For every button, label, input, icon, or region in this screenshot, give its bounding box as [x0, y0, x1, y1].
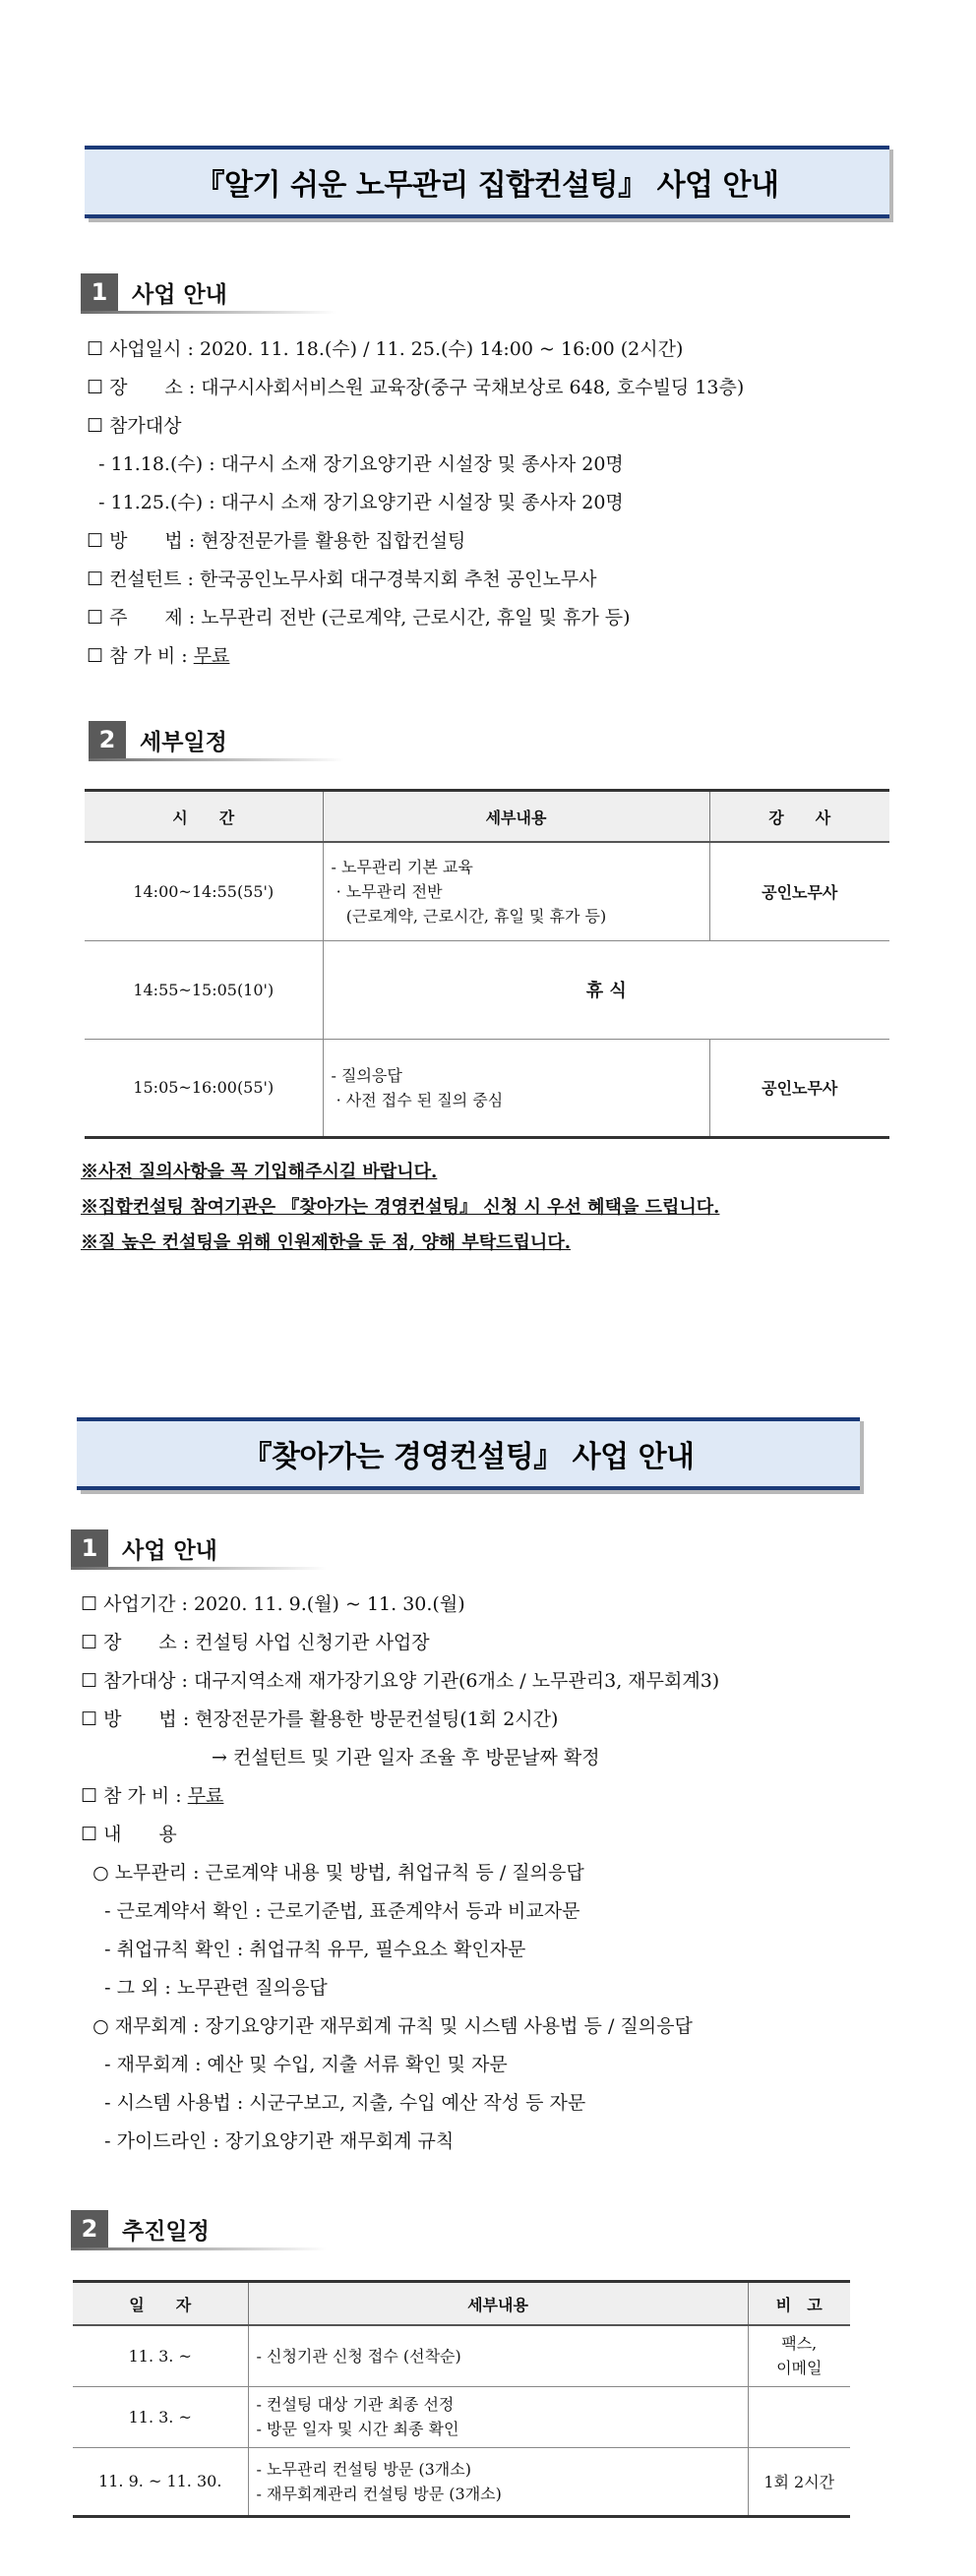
table-row — [85, 940, 889, 1039]
doc2-info-line: ☐ 장 소 : 컨설팅 사업 신청기관 사업장 — [81, 1632, 430, 1653]
section-number-badge: 2 — [71, 2210, 108, 2247]
content-line: - 재무회계관리 컨설팅 방문 (3개소) — [256, 2484, 502, 2503]
table-row — [85, 1039, 889, 1137]
doc2-schedule-table — [73, 2280, 850, 2518]
section-underline — [71, 2247, 327, 2250]
fee-value: 무료 — [187, 1785, 224, 1807]
lecturer-cell: 공인노무사 — [709, 1039, 889, 1137]
note-line: 이메일 — [776, 2359, 823, 2378]
doc2-info-line: ☐ 사업기간 : 2020. 11. 9.(월) ~ 11. 30.(월) — [81, 1593, 465, 1615]
column-header: 세부내용 — [248, 2282, 748, 2326]
section-title: 세부일정 — [140, 729, 227, 755]
doc2-section2-header — [71, 2209, 210, 2248]
doc2-info-line: ☐ 내 용 — [81, 1824, 177, 1845]
doc1-section1-header — [81, 272, 227, 312]
column-header: 시 간 — [85, 791, 323, 843]
time-cell: 15:05~16:00(55') — [85, 1039, 323, 1137]
doc1-title-banner — [85, 146, 889, 218]
doc2-info-line: - 재무회계 : 예산 및 수입, 지출 서류 확인 및 자문 — [81, 2054, 508, 2075]
content-cell — [323, 842, 709, 940]
content-line: - 신청기관 신청 접수 (선착순) — [256, 2346, 461, 2366]
doc2-info-line: - 취업규칙 확인 : 취업규칙 유무, 필수요소 확인자문 — [81, 1939, 526, 1960]
column-header: 세부내용 — [323, 791, 709, 843]
doc1-info-line: - 11.25.(수) : 대구시 소재 장기요양기관 시설장 및 종사자 20명 — [87, 492, 624, 513]
note-cell — [748, 2386, 850, 2447]
content-line: - 방문 일자 및 시간 최종 확인 — [256, 2420, 459, 2438]
content-cell — [248, 2447, 748, 2516]
table-row — [85, 842, 889, 940]
column-header: 비 고 — [748, 2282, 850, 2326]
section-underline — [89, 758, 344, 761]
table-row — [73, 2325, 850, 2386]
content-cell — [323, 1039, 709, 1137]
section-title: 사업 안내 — [122, 1537, 217, 1564]
doc1-info-line: ☐ 장 소 : 대구시사회서비스원 교육장(중구 국채보상로 648, 호수빌딩 13층) — [87, 377, 745, 398]
content-cell — [248, 2325, 748, 2386]
content-line: - 질의응답 — [331, 1065, 402, 1085]
table-row — [73, 2447, 850, 2516]
column-header: 일 자 — [73, 2282, 248, 2326]
section-title: 사업 안내 — [132, 281, 227, 308]
table-row — [73, 2386, 850, 2447]
doc1-info-line: ☐ 참가대상 — [87, 415, 182, 437]
lecturer-cell: 공인노무사 — [709, 842, 889, 940]
content-cell — [248, 2386, 748, 2447]
fee-label: ☐ 참 가 비 : — [81, 1785, 188, 1807]
fee-label: ☐ 참 가 비 : — [87, 645, 194, 667]
note-cell: 1회 2시간 — [748, 2447, 850, 2516]
doc1-note: ※사전 질의사항을 꼭 기입해주시길 바랍니다. — [81, 1162, 438, 1182]
doc2-info-line: - 가이드라인 : 장기요양기관 재무회계 규칙 — [81, 2130, 455, 2152]
doc2-section1-header — [71, 1528, 217, 1568]
doc2-info-line: ○ 재무회계 : 장기요양기관 재무회계 규칙 및 시스템 사용법 등 / 질의응답 — [81, 2015, 693, 2037]
doc2-info-line: ☐ 참가대상 : 대구지역소재 재가장기요양 기관(6개소 / 노무관리3, 재무회계3) — [81, 1670, 720, 1692]
doc1-note: ※질 높은 컨설팅을 위해 인원제한을 둔 점, 양해 부탁드립니다. — [81, 1232, 571, 1253]
doc1-info-line: ☐ 주 제 : 노무관리 전반 (근로계약, 근로시간, 휴일 및 휴가 등) — [87, 607, 631, 629]
table-header-row — [73, 2282, 850, 2326]
doc1-section2-header — [89, 720, 227, 759]
content-line: - 노무관리 기본 교육 — [331, 857, 473, 876]
doc2-fee-line — [81, 1781, 223, 1808]
date-cell: 11. 9. ~ 11. 30. — [73, 2447, 248, 2516]
time-cell: 14:55~15:05(10') — [85, 940, 323, 1039]
doc1-title: 『알기 쉬운 노무관리 집합컨설팅』 사업 안내 — [195, 168, 779, 203]
doc1-fee-line — [87, 641, 229, 668]
doc1-note: ※집합컨설팅 참여기관은 『찾아가는 경영컨설팅』 신청 시 우선 혜택을 드립니다. — [81, 1197, 720, 1218]
doc1-info-line: ☐ 컨설턴트 : 한국공인노무사회 대구경북지회 추천 공인노무사 — [87, 569, 597, 590]
section-title: 추진일정 — [122, 2218, 210, 2245]
fee-value: 무료 — [193, 645, 230, 667]
section-number-badge: 1 — [81, 273, 118, 311]
doc1-schedule-table — [85, 789, 889, 1139]
doc1-info-line: ☐ 사업일시 : 2020. 11. 18.(수) / 11. 25.(수) 14:00 ~ 16:00 (2시간) — [87, 338, 684, 360]
column-header: 강 사 — [709, 791, 889, 843]
table-header-row — [85, 791, 889, 843]
doc2-title-banner — [77, 1417, 860, 1490]
time-cell: 14:00~14:55(55') — [85, 842, 323, 940]
note-line: 팩스, — [781, 2334, 818, 2354]
doc2-title: 『찾아가는 경영컨설팅』 사업 안내 — [242, 1440, 695, 1474]
section-number-badge: 2 — [89, 721, 126, 758]
content-line: · 노무관리 전반 — [331, 881, 443, 901]
doc1-info-line: ☐ 방 법 : 현장전문가를 활용한 집합컨설팅 — [87, 530, 466, 552]
date-cell: 11. 3. ~ — [73, 2386, 248, 2447]
content-line: - 노무관리 컨설팅 방문 (3개소) — [256, 2459, 471, 2479]
note-cell — [748, 2325, 850, 2386]
doc2-info-line: ○ 노무관리 : 근로계약 내용 및 방법, 취업규칙 등 / 질의응답 — [81, 1862, 584, 1884]
section-number-badge: 1 — [71, 1529, 108, 1567]
break-cell: 휴 식 — [323, 940, 889, 1039]
doc2-info-line: → 컨설턴트 및 기관 일자 조율 후 방문날짜 확정 — [81, 1747, 600, 1768]
doc2-info-line: - 근로계약서 확인 : 근로기준법, 표준계약서 등과 비교자문 — [81, 1900, 580, 1922]
doc2-info-line: - 그 외 : 노무관련 질의응답 — [81, 1977, 328, 1999]
content-line: · 사전 접수 된 질의 중심 — [331, 1090, 504, 1109]
section-underline — [81, 311, 336, 314]
content-line: (근로계약, 근로시간, 휴일 및 휴가 등) — [331, 906, 607, 926]
content-line: - 컨설팅 대상 기관 최종 선정 — [256, 2395, 455, 2414]
doc1-info-line: - 11.18.(수) : 대구시 소재 장기요양기관 시설장 및 종사자 20명 — [87, 453, 624, 475]
date-cell: 11. 3. ~ — [73, 2325, 248, 2386]
section-underline — [71, 1567, 327, 1570]
doc2-info-line: - 시스템 사용법 : 시군구보고, 지출, 수입 예산 작성 등 자문 — [81, 2092, 586, 2114]
doc2-info-line: ☐ 방 법 : 현장전문가를 활용한 방문컨설팅(1회 2시간) — [81, 1708, 559, 1730]
